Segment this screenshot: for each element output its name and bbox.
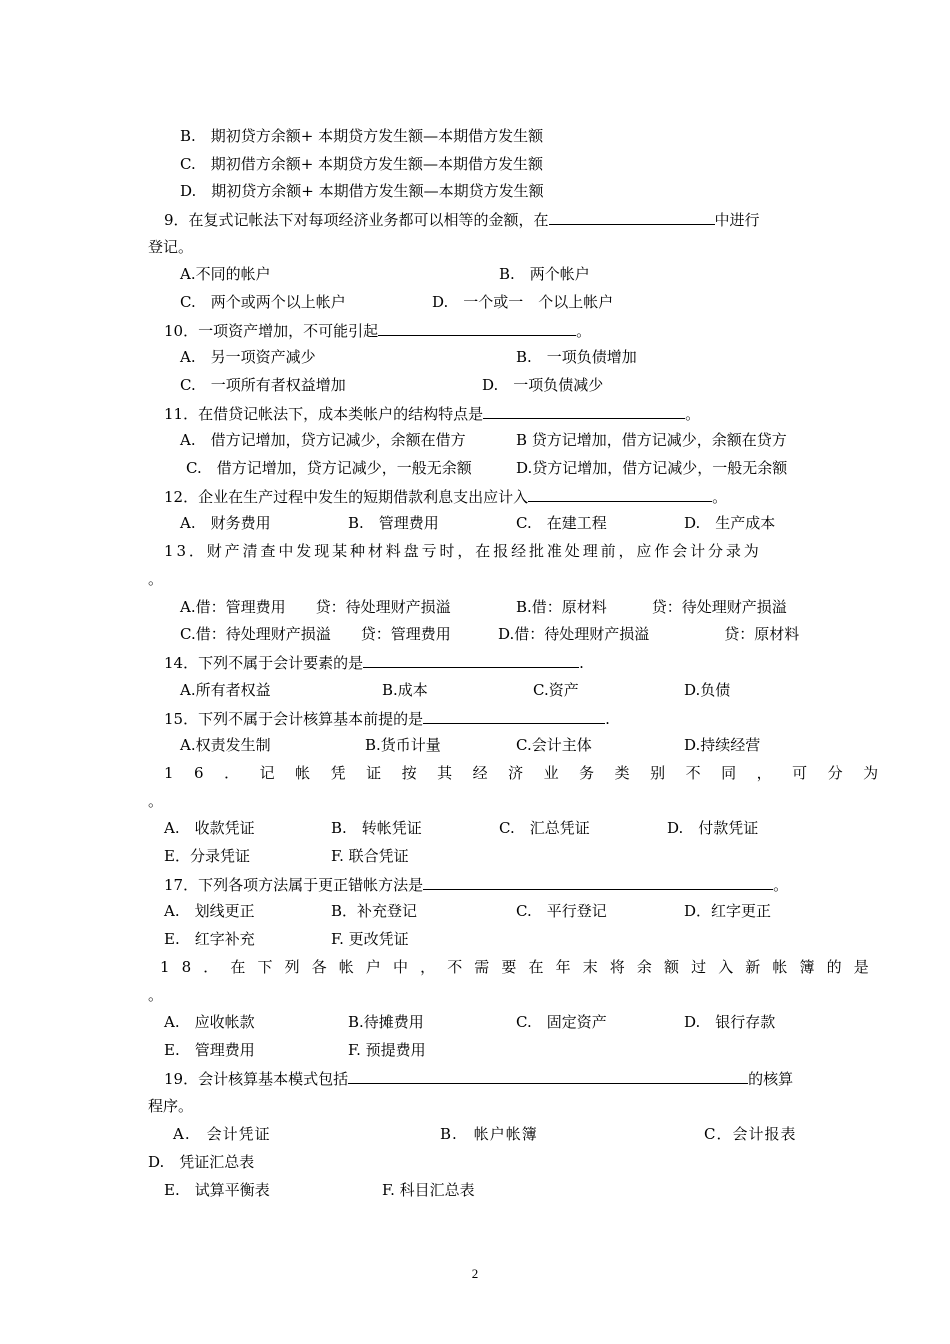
q16-option-b: B. 转帐凭证 — [331, 819, 422, 837]
q14-option-b: B.成本 — [382, 681, 428, 699]
q15-option-d: D.持续经营 — [684, 736, 761, 754]
q18-option-c: C. 固定资产 — [516, 1013, 607, 1031]
q10-option-a: A. 另一项资产减少 — [180, 348, 316, 366]
question-16-cont: 。 — [148, 792, 164, 810]
question-11-tail: 。 — [685, 405, 701, 423]
question-14-tail: . — [579, 654, 584, 672]
q17-option-c: C. 平行登记 — [516, 902, 607, 920]
q18-option-f: F. 预提费用 — [348, 1041, 426, 1059]
question-11 — [164, 403, 700, 424]
question-9-tail: 中进行 — [714, 211, 760, 229]
q11-option-b: B 贷方记增加，借方记减少，余额在贷方 — [516, 431, 787, 449]
q16-option-f: F. 联合凭证 — [331, 847, 409, 865]
question-17-tail: 。 — [773, 876, 789, 894]
q9-option-a: A.不同的帐户 — [180, 265, 271, 283]
q16-option-d: D. 付款凭证 — [667, 819, 759, 837]
q19-option-e: E. 试算平衡表 — [164, 1181, 270, 1199]
q12-option-a: A. 财务费用 — [180, 514, 271, 532]
answer-blank — [483, 403, 685, 419]
q12-option-d: D. 生产成本 — [684, 514, 776, 532]
question-14 — [164, 652, 584, 673]
q11-option-a: A. 借方记增加，贷方记减少，余额在借方 — [180, 431, 466, 449]
question-18: 18．在下列各帐户中，不需要在年末将余额过入新帐簿的是 — [160, 958, 881, 976]
q13-option-a: A.借：管理费用 贷：待处理财产损溢 — [180, 598, 451, 616]
answer-blank — [423, 874, 773, 890]
page-number: 2 — [471, 1266, 479, 1281]
q9-option-d: D. 一个或一 个以上帐户 — [432, 293, 614, 311]
question-10 — [164, 320, 591, 341]
question-17 — [164, 874, 788, 895]
question-15-tail: . — [605, 710, 610, 728]
question-9-text: 9．在复式记帐法下对每项经济业务都可以相等的金额，在 — [164, 211, 549, 229]
question-15 — [164, 708, 610, 729]
q19-option-a: A. 会计凭证 — [173, 1125, 271, 1143]
answer-blank — [549, 209, 715, 225]
q16-option-e: E．分录凭证 — [164, 847, 250, 865]
q13-option-b: B.借：原材料 贷：待处理财产损溢 — [516, 598, 787, 616]
question-19 — [164, 1068, 793, 1089]
q18-option-d: D. 银行存款 — [684, 1013, 776, 1031]
question-12-text: 12．企业在生产过程中发生的短期借款利息支出应计入 — [164, 488, 529, 506]
q15-option-a: A.权责发生制 — [180, 736, 271, 754]
answer-blank — [423, 708, 605, 724]
question-18-cont: 。 — [148, 986, 164, 1004]
q15-option-b: B.货币计量 — [365, 736, 441, 754]
q14-option-c: C.资产 — [533, 681, 579, 699]
q11-option-c: C. 借方记增加，贷方记减少，一般无余额 — [186, 459, 472, 477]
q13-option-c: C.借：待处理财产损溢 贷：管理费用 — [180, 625, 451, 643]
q16-option-a: A. 收款凭证 — [164, 819, 255, 837]
q15-option-c: C.会计主体 — [516, 736, 592, 754]
q11-option-d: D.贷方记增加，借方记减少，一般无余额 — [516, 459, 788, 477]
option-c-prev: C. 期初借方余额+ 本期贷方发生额—本期借方发生额 — [180, 155, 544, 173]
q14-option-d: D.负债 — [684, 681, 731, 699]
option-d-prev: D. 期初贷方余额+ 本期借方发生额—本期贷方发生额 — [180, 182, 544, 200]
q10-option-c: C. 一项所有者权益增加 — [180, 376, 346, 394]
question-12-tail: 。 — [712, 488, 728, 506]
question-19-cont: 程序。 — [148, 1097, 194, 1115]
q12-option-b: B. 管理费用 — [348, 514, 439, 532]
q10-option-b: B. 一项负债增加 — [516, 348, 637, 366]
q9-option-b: B. 两个帐户 — [499, 265, 590, 283]
q9-option-c: C. 两个或两个以上帐户 — [180, 293, 346, 311]
question-13-cont: 。 — [148, 570, 164, 588]
question-9 — [164, 209, 760, 230]
q17-option-d: D．红字更正 — [684, 902, 772, 920]
q17-option-e: E. 红字补充 — [164, 930, 255, 948]
q19-option-d: D. 凭证汇总表 — [148, 1153, 255, 1171]
question-12 — [164, 486, 727, 507]
question-11-text: 11．在借贷记帐法下，成本类帐户的结构特点是 — [164, 405, 484, 423]
question-19-tail: 的核算 — [748, 1070, 794, 1088]
q16-option-c: C. 汇总凭证 — [499, 819, 590, 837]
q19-option-b: B. 帐户帐簿 — [440, 1125, 538, 1143]
question-9-cont: 登记。 — [148, 238, 194, 256]
q17-option-f: F. 更改凭证 — [331, 930, 409, 948]
q13-option-d: D.借：待处理财产损溢 贷：原材料 — [498, 625, 800, 643]
q19-option-c: C．会计报表 — [704, 1125, 797, 1143]
q18-option-e: E. 管理费用 — [164, 1041, 255, 1059]
answer-blank — [348, 1068, 748, 1084]
question-17-text: 17．下列各项方法属于更正错帐方法是 — [164, 876, 424, 894]
q17-option-a: A. 划线更正 — [164, 902, 255, 920]
q18-option-a: A. 应收帐款 — [164, 1013, 255, 1031]
question-10-tail: 。 — [576, 322, 592, 340]
q19-option-f: F. 科目汇总表 — [382, 1181, 475, 1199]
option-b-prev: B. 期初贷方余额+ 本期贷方发生额—本期借方发生额 — [180, 127, 544, 145]
question-14-text: 14．下列不属于会计要素的是 — [164, 654, 364, 672]
q18-option-b: B.待摊费用 — [348, 1013, 424, 1031]
question-19-text: 19．会计核算基本模式包括 — [164, 1070, 349, 1088]
answer-blank — [363, 652, 579, 668]
question-13: 13．财产清查中发现某种材料盘亏时，在报经批准处理前，应作会计分录为 — [164, 542, 762, 560]
q14-option-a: A.所有者权益 — [180, 681, 271, 699]
q17-option-b: B．补充登记 — [331, 902, 418, 920]
question-15-text: 15．下列不属于会计核算基本前提的是 — [164, 710, 424, 728]
answer-blank — [378, 320, 576, 336]
q10-option-d: D. 一项负债减少 — [482, 376, 604, 394]
answer-blank — [528, 486, 712, 502]
question-16: 16．记帐凭证按其经济业务类别不同，可分为 — [164, 764, 899, 782]
q12-option-c: C. 在建工程 — [516, 514, 607, 532]
question-10-text: 10．一项资产增加，不可能引起 — [164, 322, 379, 340]
